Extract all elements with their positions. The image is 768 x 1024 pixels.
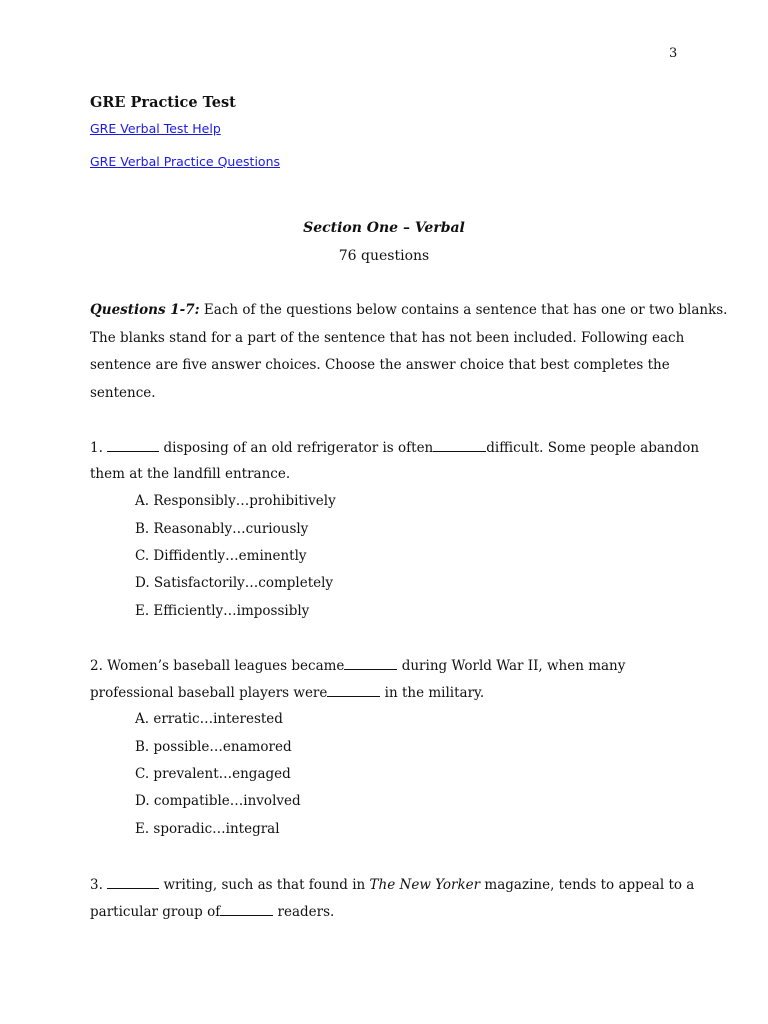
answer-blank bbox=[344, 656, 397, 670]
instructions-line-3: sentence are five answer choices. Choose the answer choice that best completes the bbox=[90, 357, 670, 373]
gre-verbal-practice-questions-link[interactable]: GRE Verbal Practice Questions bbox=[90, 154, 281, 169]
question-1-option-a: A. Responsibly…prohibitively bbox=[135, 493, 336, 509]
answer-blank bbox=[433, 438, 486, 452]
question-2-text-d: in the military. bbox=[380, 685, 485, 701]
question-3-line-2 bbox=[90, 902, 334, 921]
question-1-line-2: them at the landfill entrance. bbox=[90, 466, 291, 482]
section-title: Section One – Verbal bbox=[303, 220, 465, 236]
question-3-text-c: particular group of bbox=[90, 904, 221, 920]
question-2-line-1 bbox=[90, 656, 625, 675]
question-2-line-2 bbox=[90, 683, 484, 702]
answer-blank bbox=[107, 875, 159, 889]
question-3-line-1 bbox=[90, 875, 694, 894]
question-1-text-a: disposing of an old refrigerator is often bbox=[159, 440, 434, 456]
question-2-text-c: professional baseball players were bbox=[90, 685, 328, 701]
instructions-label: Questions 1-7: bbox=[90, 302, 200, 318]
instructions-line-4: sentence. bbox=[90, 385, 156, 401]
instructions-text: Each of the questions below contains a sentence that has one or two blanks. bbox=[203, 302, 728, 318]
instructions-line-2: The blanks stand for a part of the sentence that has not been included. Following each bbox=[90, 330, 685, 346]
answer-blank bbox=[327, 683, 380, 697]
question-2-text-b: during World War II, when many bbox=[397, 658, 626, 674]
gre-verbal-test-help-link[interactable]: GRE Verbal Test Help bbox=[90, 121, 221, 136]
document-title: GRE Practice Test bbox=[90, 94, 236, 111]
answer-blank bbox=[220, 902, 273, 916]
question-1-number: 1. bbox=[90, 440, 103, 456]
question-2-option-c: C. prevalent…engaged bbox=[135, 766, 291, 782]
question-3-text-a: writing, such as that found in bbox=[159, 877, 370, 893]
question-3-number: 3. bbox=[90, 877, 103, 893]
question-1-option-e: E. Efficiently…impossibly bbox=[135, 603, 310, 619]
question-1-line-1 bbox=[90, 438, 699, 457]
instructions-line-1 bbox=[90, 301, 727, 319]
answer-blank bbox=[107, 438, 159, 452]
section-question-count: 76 questions bbox=[338, 248, 430, 264]
question-2-option-a: A. erratic…interested bbox=[135, 711, 283, 727]
question-3-text-b: magazine, tends to appeal to a bbox=[480, 877, 695, 893]
question-2-option-b: B. possible…enamored bbox=[135, 739, 292, 755]
page-number: 3 bbox=[669, 46, 678, 61]
question-1-text-b: difficult. Some people abandon bbox=[486, 440, 700, 456]
question-2-option-e: E. sporadic…integral bbox=[135, 821, 280, 837]
question-1-option-c: C. Diffidently…eminently bbox=[135, 548, 307, 564]
question-2-option-d: D. compatible…involved bbox=[135, 793, 301, 809]
question-1-option-b: B. Reasonably…curiously bbox=[135, 521, 309, 537]
question-2-text-a: 2. Women’s baseball leagues became bbox=[90, 658, 345, 674]
question-3-text-d: readers. bbox=[273, 904, 335, 920]
question-1-option-d: D. Satisfactorily…completely bbox=[135, 575, 334, 591]
question-3-publication-title: The New Yorker bbox=[369, 877, 481, 893]
